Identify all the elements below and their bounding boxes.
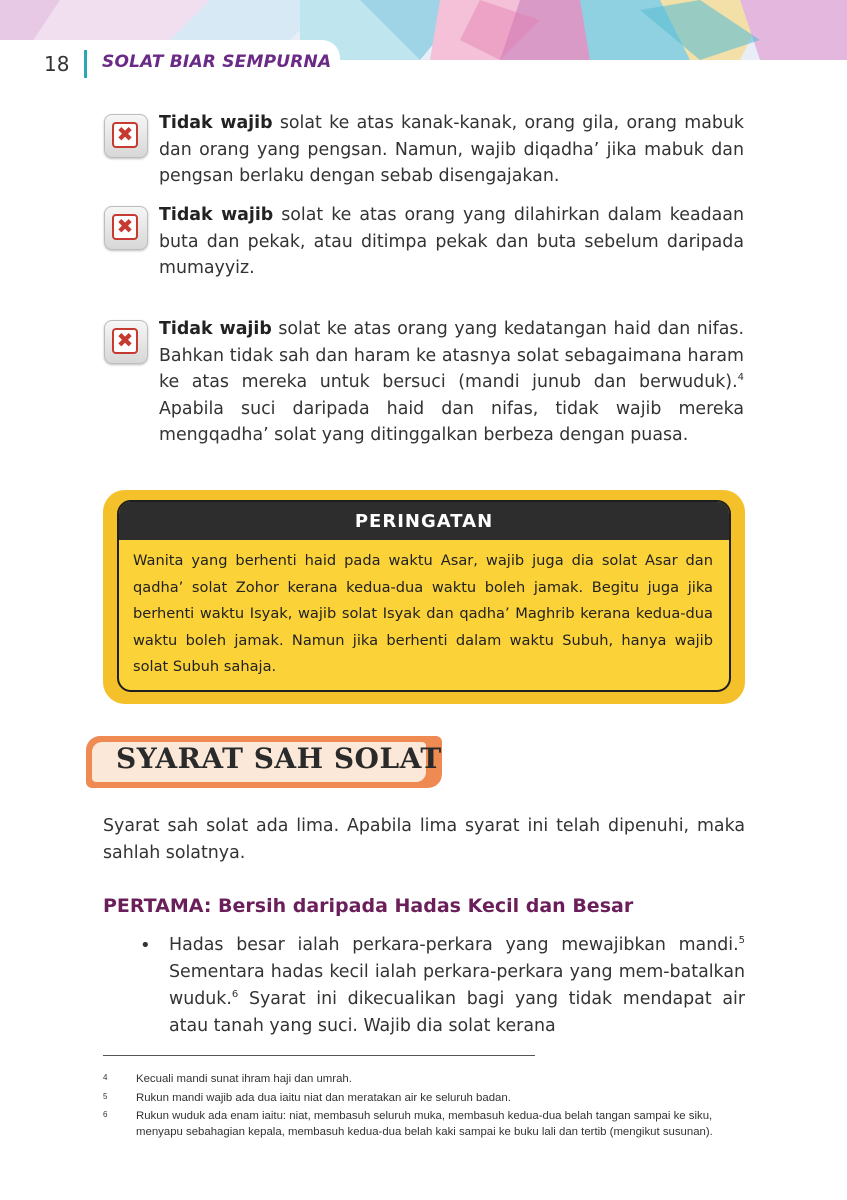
page-header	[0, 40, 847, 82]
section-intro: Syarat sah solat ada lima. Apabila lima syarat ini telah dipenuhi, maka sahlah solatnya.	[103, 816, 745, 863]
bullet-part: Hadas besar ialah perkara-perkara yang mewajibkan mandi.	[169, 935, 739, 955]
footnote	[103, 1072, 748, 1088]
footnote-number: 5	[103, 1091, 108, 1101]
notice-box	[103, 490, 745, 704]
bullet-text	[169, 932, 745, 1040]
subheading: PERTAMA: Bersih daripada Hadas Kecil dan Besar	[103, 895, 634, 917]
notice-title: PERINGATAN	[119, 502, 729, 540]
notice-panel	[117, 500, 731, 692]
exemption-bold: Tidak wajib	[159, 319, 272, 339]
exemption-text	[159, 202, 744, 282]
page-number: 18	[44, 52, 70, 76]
footnote-text: Rukun mandi wajib ada dua iaitu niat dan meratakan air ke seluruh badan.	[136, 1091, 511, 1104]
x-mark-icon: ✖	[104, 206, 148, 250]
footnote-number: 6	[103, 1110, 108, 1119]
exemption-text	[159, 110, 744, 190]
footnote-divider	[103, 1055, 535, 1056]
footnote	[103, 1109, 748, 1140]
notice-body: Wanita yang berhenti haid pada waktu Asar, wajib juga dia solat Asar dan qadha’ solat Zohor kerana kedua-dua waktu boleh jamak. Begitu juga jika berhenti waktu Isyak, wajib solat Isyak dan qadha’ Maghrib kerana kedua-dua waktu boleh jamak. Namun jika berhenti dalam waktu Subuh, hanya wajib solat Subuh sahaja.	[133, 552, 713, 675]
footnote-text: Kecuali mandi sunat ihram haji dan umrah.	[136, 1073, 352, 1085]
footnotes	[103, 1072, 748, 1143]
header-divider	[84, 50, 87, 78]
footnote	[103, 1091, 748, 1107]
exemption-body: solat ke atas orang yang kedatangan haid dan nifas. Bahkan tidak sah dan haram ke atasnya solat sebagaimana haram ke atas mereka untuk bersuci (mandi junub dan berwuduk).	[159, 319, 744, 392]
x-mark-icon: ✖	[104, 320, 148, 364]
exemption-body: solat ke atas orang yang dilahirkan dalam keadaan buta dan pekak, atau ditimpa pekak dan buta sebelum daripada mumayyiz.	[159, 205, 744, 278]
footnote-number: 4	[103, 1073, 108, 1082]
footnote-ref[interactable]: 4	[737, 372, 744, 384]
bullet-icon: •	[140, 935, 151, 956]
section-heading-tab	[86, 736, 442, 788]
exemption-body-cont: Apabila suci daripada haid dan nifas, tidak wajib mereka mengqadha’ solat yang ditinggalkan berbeza dengan puasa.	[159, 398, 744, 445]
exemption-text	[159, 316, 744, 449]
exemption-body: solat ke atas kanak-kanak, orang gila, orang mabuk dan orang yang pengsan. Namun, wajib diqadha’ jika mabuk dan pengsan berlaku dengan sebab disengajakan.	[159, 113, 744, 186]
footnote-ref[interactable]: 6	[231, 989, 239, 1001]
x-mark-icon: ✖	[104, 114, 148, 158]
footnote-ref[interactable]: 5	[738, 935, 745, 947]
section-title: SYARAT SAH SOLAT	[116, 742, 442, 775]
footnote-text: Rukun wuduk ada enam iaitu: niat, membasuh seluruh muka, membasuh kedua-dua belah tangan sampai ke siku, menyapu sebahagian kepala, membasuh kedua-dua belah kaki sampai ke buku lali dan tertib (mengikut susunan).	[136, 1110, 713, 1138]
exemption-bold: Tidak wajib	[159, 113, 273, 133]
bullet-part: Syarat ini dikecualikan bagi yang tidak mendapat air atau tanah yang suci. Wajib dia solat kerana	[169, 989, 745, 1036]
book-title: SOLAT BIAR SEMPURNA	[102, 52, 332, 72]
exemption-bold: Tidak wajib	[159, 205, 274, 225]
bullet-part: Sementara hadas kecil ialah perkara-perkara yang mem-batalkan wuduk.	[169, 962, 745, 1009]
